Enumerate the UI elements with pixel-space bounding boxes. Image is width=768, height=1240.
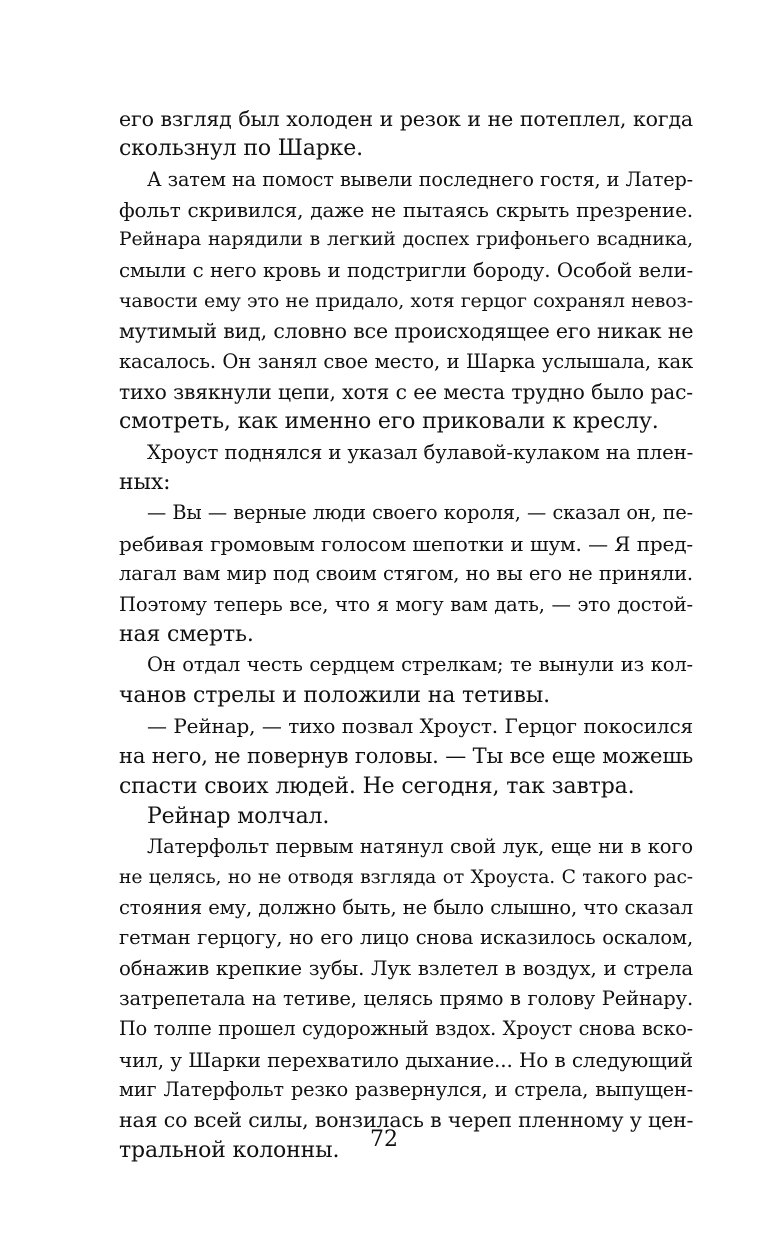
body-text bbox=[119, 104, 693, 1166]
text-line: затрепетала на тетиве, целясь прямо в голову Рейнару. bbox=[119, 986, 693, 1010]
page-number: 72 bbox=[370, 1127, 398, 1152]
text-line: ная со всей силы, вонзилась в череп пленному у цен- bbox=[119, 1108, 694, 1133]
text-line: смотреть, как именно его приковали к креслу. bbox=[119, 409, 659, 435]
text-line: — Рейнар, — тихо позвал Хроуст. Герцог покосился bbox=[147, 713, 693, 738]
text-line: лагал вам мир под своим стягом, но вы его не приняли. bbox=[119, 562, 693, 586]
text-line: обнажив крепкие зубы. Лук взлетел в воздух, и стрела bbox=[119, 956, 693, 980]
text-line: фольт скривился, даже не пытаясь скрыть презрение. bbox=[119, 198, 693, 223]
text-line: Он отдал честь сердцем стрелкам; те вынули из кол- bbox=[147, 653, 693, 677]
text-line: По толпе прошел судорожный вздох. Хроуст снова вско- bbox=[119, 1017, 693, 1041]
text-line: чавости ему это не придало, хотя герцог сохранял невоз- bbox=[119, 290, 693, 313]
text-line: Хроуст поднялся и указал булавой-кулаком на плен- bbox=[147, 440, 694, 464]
text-line: миг Латерфольт резко развернулся, и стрела, выпущен- bbox=[119, 1078, 693, 1101]
text-line: касалось. Он занял свое место, и Шарка услышала, как bbox=[119, 349, 693, 373]
text-line: его взгляд был холоден и резок и не потеплел, когда bbox=[119, 107, 693, 131]
text-line: — Вы — верные люди своего короля, — сказал он, пе- bbox=[147, 501, 693, 525]
text-line: ных: bbox=[119, 470, 171, 496]
text-line: гетман герцогу, но его лицо снова исказилось оскалом, bbox=[119, 926, 693, 950]
text-line: смыли с него кровь и подстригли бороду. Особой вели- bbox=[119, 258, 693, 282]
text-line: Рейнар молчал. bbox=[147, 803, 330, 829]
text-line: ная смерть. bbox=[119, 621, 254, 647]
text-line: А затем на помост вывели последнего гостя, и Латер- bbox=[147, 167, 693, 191]
text-line: скользнул по Шарке. bbox=[119, 136, 363, 162]
text-line: тральной колонны. bbox=[119, 1137, 340, 1163]
text-line: тихо звякнули цепи, хотя с ее места трудно было рас- bbox=[119, 380, 693, 405]
text-line: Латерфольт первым натянул свой лук, еще ни в кого bbox=[147, 835, 693, 859]
text-line: на него, не повернув головы. — Ты все еще можешь bbox=[119, 744, 693, 769]
text-line: стояния ему, должно быть, не было слышно, что сказал bbox=[119, 895, 693, 919]
text-line: ребивая громовым голосом шепотки и шум. — Я пред- bbox=[119, 531, 693, 556]
text-line: мутимый вид, словно все происходящее его никак не bbox=[119, 319, 694, 344]
text-line: Поэтому теперь все, что я могу вам дать, — это достой- bbox=[119, 592, 693, 616]
text-line: Рейнара нарядили в легкий доспех грифоньего всадника, bbox=[119, 229, 693, 251]
text-line: не целясь, но не отводя взгляда от Хроуста. С такого рас- bbox=[119, 866, 693, 888]
text-line: чанов стрелы и положили на тетивы. bbox=[119, 682, 550, 708]
text-line: спасти своих людей. Не сегодня, так завтра. bbox=[119, 773, 635, 799]
text-line: чил, у Шарки перехватило дыхание... Но в следующий bbox=[119, 1047, 693, 1072]
